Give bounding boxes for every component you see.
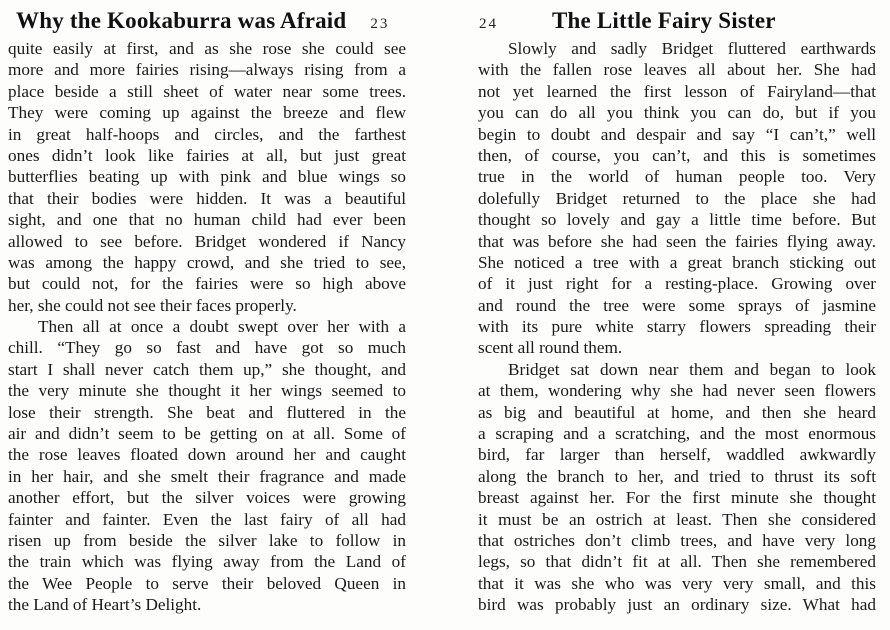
text-line: along the branch to her, and tried to thrust its soft [478,466,876,486]
text-line: the rose leaves floated down around her and caught [8,445,406,465]
text-line: of it just right for a resting-place. Growing over [478,274,876,294]
text-line: Slowly and sadly Bridget fluttered earthwards [508,39,876,58]
text-line: risen up from beside the silver lake to follow in [8,530,406,550]
text-line: sight, and one that no human child had ever been [8,210,406,230]
text-line: air and didn’t seem to be getting on at all. Some of [8,424,406,444]
text-line: that was before she had seen the fairies flying away. [478,231,876,251]
running-title: The Little Fairy Sister [552,8,776,33]
text-line: not yet learned the first lesson of Fairyland—that [478,81,876,101]
text-line: that their bodies were hidden. It was a beautiful [8,188,406,208]
text-line: bird, far larger than herself, waddled awkwardly [478,445,876,465]
text-line: lose their strength. She beat and fluttered in the [8,402,406,422]
text-line: place beside a still sheet of water near some trees. [8,81,406,101]
text-line: legs, so that didn’t fit at all. Then she remembered [478,552,876,572]
text-line: at them, wondering why she had never seen flowers [478,381,876,401]
text-line: that ostriches don’t climb trees, and have very long [478,530,876,550]
text-line: but could not, for the fairies were so high above [8,274,406,294]
text-line: that it was she who was very very small, and this [478,573,876,593]
text-line: you can do all you think you can do, but if you [478,103,876,123]
left-page-header [16,8,416,42]
running-title: Why the Kookaburra was Afraid [16,8,347,33]
text-line: true in the world of human people too. Very [478,167,876,187]
right-page-header [479,8,879,42]
text-line: begin to doubt and despair and say “I can’t,” well [478,124,876,144]
text-line: She noticed a tree with a great branch sticking out [478,252,876,272]
text-line: thought so lovely and gay a little time before. But [478,210,876,230]
text-line: more and more fairies rising—always rising from a [8,60,406,80]
text-line: her, she could not see their faces properly. [8,295,297,315]
page-number: 24 [479,16,498,32]
text-line: and round the tree were some sprays of jasmine [478,295,876,315]
text-line: in her hair, and she smelt their fragrance and made [8,466,406,486]
text-line: chill. “They go so fast and have got so much [8,338,406,358]
text-line: butterflies beating up with pink and blue wings so [8,167,406,187]
text-line: with the fallen rose leaves all about her. She had [478,60,876,80]
text-line: quite easily at first, and as she rose she could see [8,39,406,58]
page-number: 23 [370,16,390,32]
right-page-body [478,38,876,616]
text-line: with its pure white starry flowers spreading their [478,317,876,337]
text-line: a scraping and a scratching, and the most enormous [478,424,876,444]
text-line: then, of course, you can’t, and this is sometimes [478,145,876,165]
text-line: in great half-hoops and circles, and the farthest [8,124,406,144]
text-line: They were coming up against the breeze and flew [8,103,406,123]
text-line: another effort, but the silver voices were growing [8,488,406,508]
text-line: breast against her. For the first minute she thought [478,488,876,508]
text-line: the Wee People to serve their beloved Queen in [8,573,406,593]
text-line: start I shall never catch them up,” she thought, and [8,359,406,379]
text-line: was among the happy crowd, and she tried to see, [8,252,406,272]
text-line: fainter and fainter. Even the last fairy of all had [8,509,406,529]
text-line: bird was probably just an ordinary size. What had [478,595,876,615]
text-line: Then all at once a doubt swept over her with a [38,317,406,337]
text-line: Bridget sat down near them and began to look [508,359,876,379]
text-line: scent all round them. [478,338,623,358]
text-line: the Land of Heart’s Delight. [8,595,202,615]
text-line: ones didn’t look like fairies at all, but just great [8,145,406,165]
text-line: the very minute she thought it her wings seemed to [8,381,406,401]
text-line: allowed to see before. Bridget wondered if Nancy [8,231,406,251]
text-line: it must be an ostrich at least. Then she considered [478,509,876,529]
left-page-body [8,38,406,616]
text-line: as big and beautiful at home, and then she heard [478,402,876,422]
text-line: the train which was flying away from the Land of [8,552,406,572]
right-page [445,0,890,630]
text-line: dolefully Bridget returned to the place she had [478,188,876,208]
